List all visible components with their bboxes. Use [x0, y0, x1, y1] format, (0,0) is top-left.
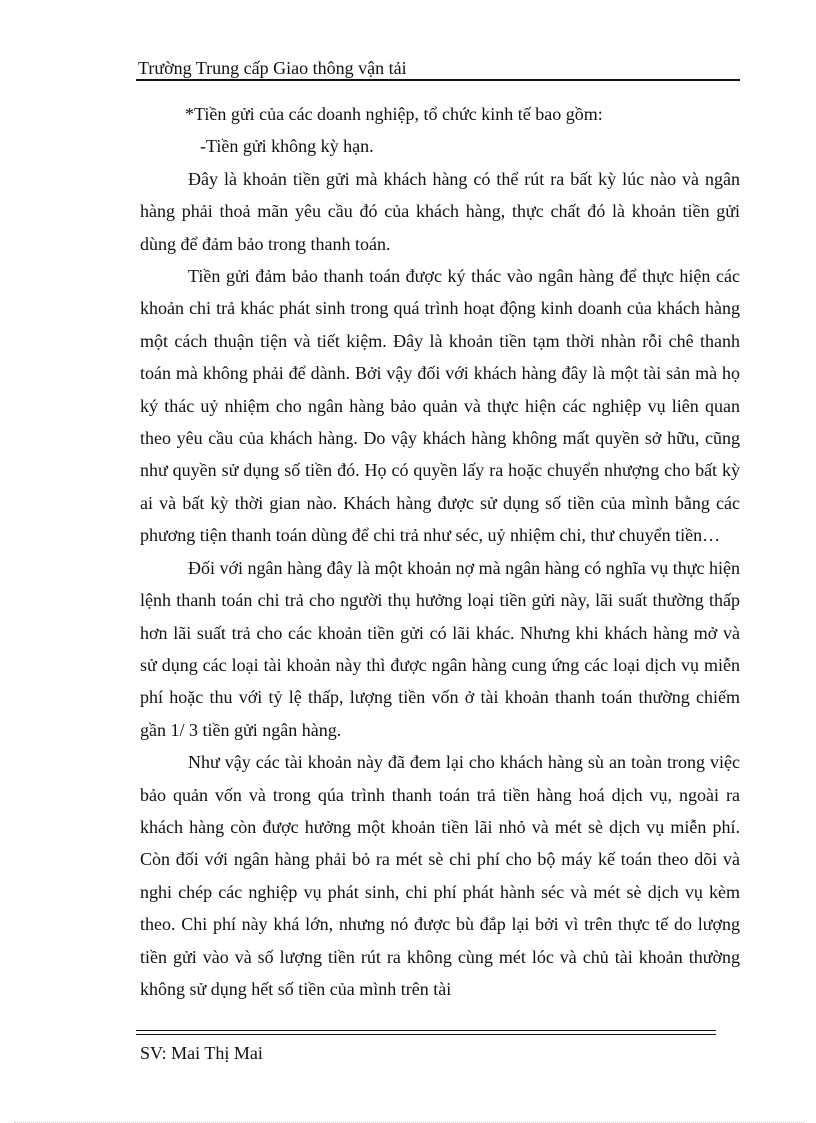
page-header: Trường Trung cấp Giao thông vận tải [138, 58, 407, 78]
paragraph: Tiền gửi đảm bảo thanh toán được ký thác vào ngân hàng để thực hiện các khoản chi trả khác phát sinh trong quá trình hoạt động kinh doanh của khách hàng một cách thuận tiện và tiết kiệm. Đây là khoản tiền tạm thời nhàn rỗi chê thanh toán mà không phải để dành. Bởi vậy đối với khách hàng đây là một tài sản mà họ ký thác uỷ nhiệm cho ngân hàng bảo quản và thực hiện các nghiệp vụ liên quan theo yêu cầu của khách hàng. Do vậy khách hàng không mất quyền sở hữu, cũng như quyền sử dụng số tiền đó. Họ có quyền lấy ra hoặc chuyển nhượng cho bất kỳ ai và bất kỳ thời gian nào. Khách hàng được sử dụng số tiền của mình bằng các phương tiện thanh toán dùng để chi trả như séc, uỷ nhiệm chi, thư chuyển tiền… [140, 266, 740, 546]
sub-heading: -Tiền gửi không kỳ hạn. [200, 136, 374, 157]
paragraph: Như vậy các tài khoản này đã đem lại cho khách hàng sù an toàn trong việc bảo quản vốn và trong qúa trình thanh toán trả tiền hàng hoá dịch vụ, ngoài ra khách hàng còn được hưởng một khoản tiền lãi nhỏ và mét sè dịch vụ miễn phí. Còn đối với ngân hàng phải bỏ ra mét sè chi phí cho bộ máy kế toán theo dõi và nghi chép các nghiệp vụ phát sinh, chi phí phát hành séc và mét sè dịch vụ kèm theo. Chi phí này khá lớn, nhưng nó được bù đắp lại bởi vì trên thực tế do lượng tiền gửi vào và số lượng tiền rút ra không cùng mét lóc và chủ tài khoản thường không sử dụng hết số tiền của mình trên tài [140, 752, 740, 999]
paragraph: Đối với ngân hàng đây là một khoản nợ mà ngân hàng có nghĩa vụ thực hiện lệnh thanh toán chi trả cho người thụ hưởng loại tiền gửi này, lãi suất thường thấp hơn lãi suất trả cho các khoản tiền gửi có lãi khác. Nhưng khi khách hàng mở và sử dụng các loại tài khoản này thì được ngân hàng cung ứng các loại dịch vụ miễn phí hoặc thu với tỷ lệ thấp, lượng tiền vốn ở tài khoản thanh toán thường chiếm gần 1/ 3 tiền gửi ngân hàng. [140, 557, 740, 740]
page-footer: SV: Mai Thị Mai [140, 1043, 263, 1063]
section-heading: *Tiền gửi của các doanh nghiệp, tổ chức kinh tế bao gồm: [185, 104, 603, 124]
footer-divider [136, 1030, 716, 1035]
document-body [140, 98, 740, 1005]
header-divider [136, 79, 740, 81]
paragraph: Đây là khoản tiền gửi mà khách hàng có thể rút ra bất kỳ lúc nào và ngân hàng phải thoả mãn yêu cầu đó của khách hàng, thực chất đó là khoản tiền gửi dùng để đảm bảo trong thanh toán. [140, 168, 740, 254]
